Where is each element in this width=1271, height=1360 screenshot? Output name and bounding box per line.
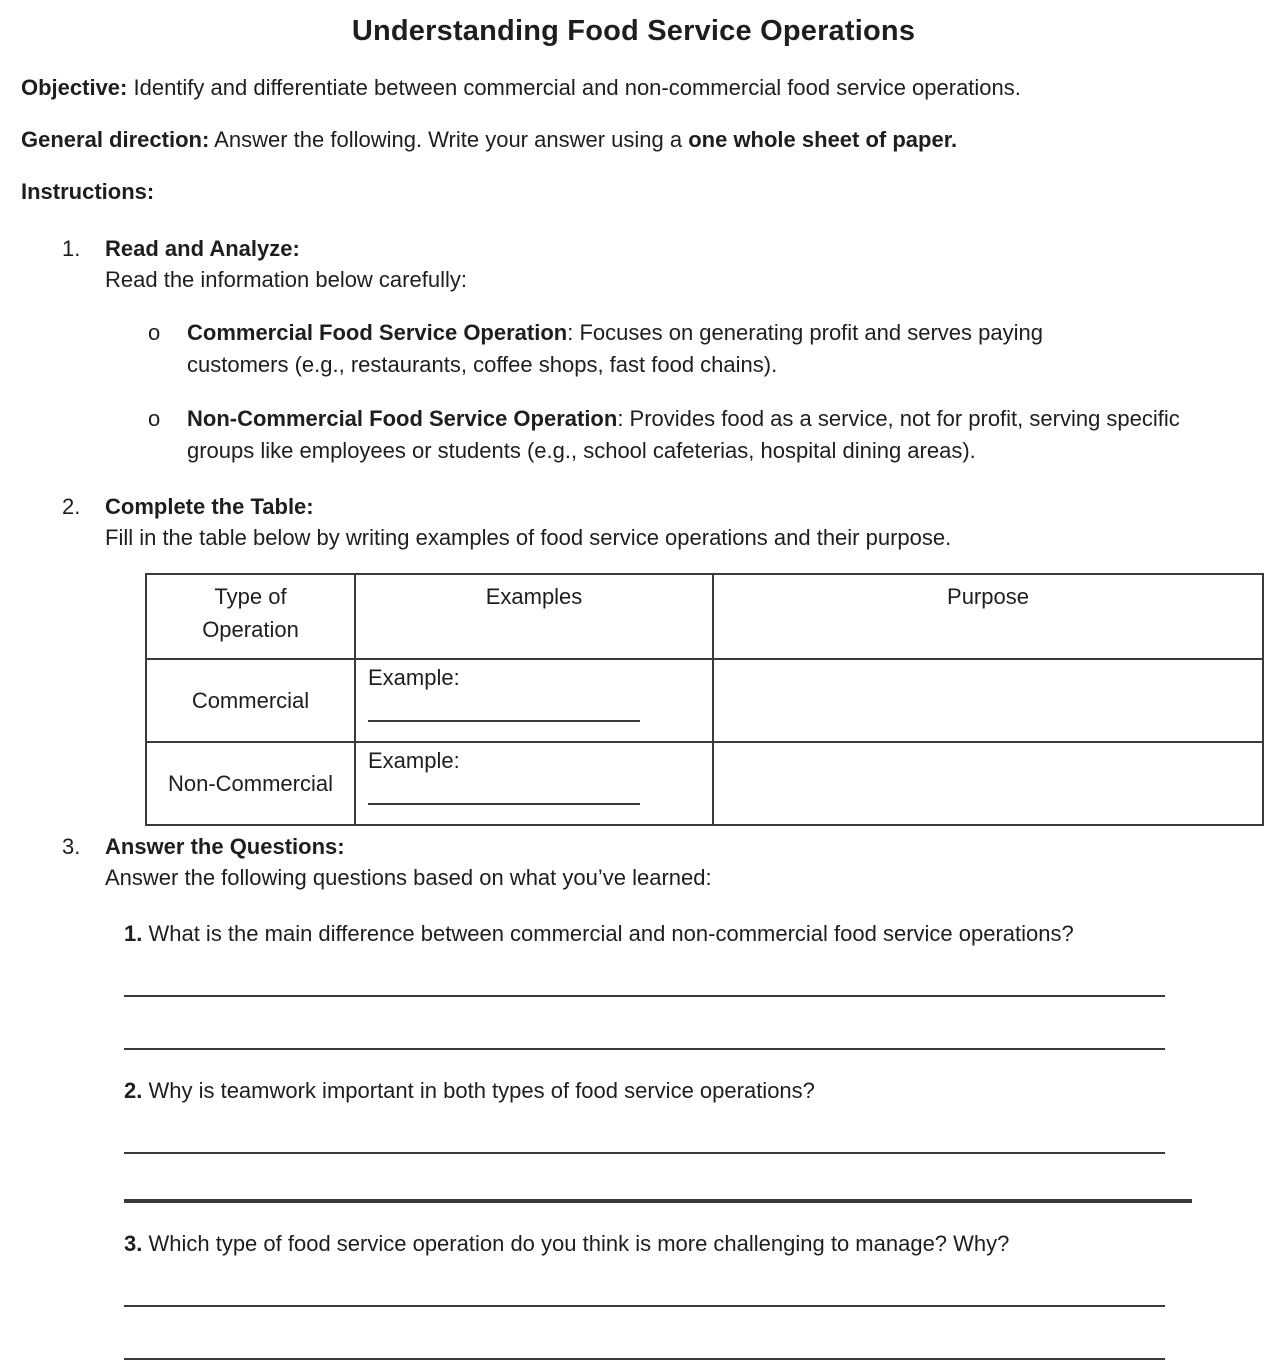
header-cell-examples: Examples (355, 574, 713, 659)
answer-blank-line (124, 995, 1165, 997)
bullet-marker: o (148, 406, 161, 431)
general-direction-paragraph (21, 126, 1246, 154)
instructions-label: Instructions: (21, 179, 155, 204)
step-complete-the-table (62, 491, 1246, 553)
header-cell-type-of-operation: Type of Operation (146, 574, 355, 659)
answer-blank-line-bold (124, 1199, 1192, 1203)
step-body (105, 491, 1246, 553)
step-body (105, 233, 1246, 295)
step-heading: Read and Analyze: (105, 236, 300, 261)
example-label: Example: (368, 665, 460, 690)
cell-purpose-non-commercial (713, 742, 1263, 825)
examples-purpose-table (145, 573, 1264, 826)
example-label: Example: (368, 748, 460, 773)
question-number: 2. (124, 1078, 143, 1103)
example-blank-line (368, 803, 640, 805)
question-text: Which type of food service operation do you think is more challenging to manage? Why? (142, 1231, 1010, 1256)
bullet-non-commercial-definition (148, 403, 1246, 467)
bullet-text (187, 403, 1197, 467)
step-subtext: Read the information below carefully: (105, 267, 467, 292)
answer-blank-line (124, 1048, 1165, 1050)
bullet-description: : Provides food as a service, not for profit, serving specific groups like employees or students (e.g., school cafeterias, hospital dining areas). (187, 406, 1180, 463)
general-direction-bold-text: one whole sheet of paper. (688, 127, 958, 152)
answer-blank-line (124, 1152, 1165, 1154)
table-row-commercial (146, 659, 1263, 742)
cell-type-non-commercial: Non-Commercial (146, 742, 355, 825)
general-direction-text: Answer the following. Write your answer using a (209, 127, 689, 152)
header-cell-purpose: Purpose (713, 574, 1263, 659)
cell-example-non-commercial (355, 742, 713, 825)
question-text: What is the main difference between commercial and non-commercial food service operations? (142, 921, 1074, 946)
general-direction-label: General direction: (21, 127, 210, 152)
table-row-non-commercial (146, 742, 1263, 825)
bullet-commercial-definition (148, 317, 1246, 381)
step-number: 1. (62, 236, 81, 261)
step-body (105, 831, 1246, 893)
bullet-marker: o (148, 320, 161, 345)
objective-paragraph (21, 74, 1246, 102)
step-subtext: Answer the following questions based on what you’ve learned: (105, 865, 712, 890)
step-heading: Complete the Table: (105, 494, 314, 519)
step-answer-the-questions (62, 831, 1246, 893)
step-number: 3. (62, 834, 81, 859)
objective-text: Identify and differentiate between commercial and non-commercial food service operations. (127, 75, 1021, 100)
step-number: 2. (62, 494, 81, 519)
step-heading: Answer the Questions: (105, 834, 345, 859)
page-title: Understanding Food Service Operations (351, 15, 916, 47)
question-1 (124, 919, 1246, 949)
cell-type-commercial: Commercial (146, 659, 355, 742)
step-subtext: Fill in the table below by writing examples of food service operations and their purpose. (105, 525, 952, 550)
question-number: 3. (124, 1231, 143, 1256)
example-blank-line (368, 720, 640, 722)
cell-purpose-commercial (713, 659, 1263, 742)
table-header-row (146, 574, 1263, 659)
answer-blank-line (124, 1305, 1165, 1307)
step-read-and-analyze (62, 233, 1246, 295)
objective-label: Objective: (21, 75, 128, 100)
bullet-text (187, 317, 1087, 381)
instructions-heading (21, 178, 1246, 206)
bullet-term: Commercial Food Service Operation (187, 320, 568, 345)
question-2 (124, 1076, 1246, 1106)
bullet-description: : Focuses on generating profit and serves paying customers (e.g., restaurants, coffee shops, fast food chains). (187, 320, 1043, 377)
question-3 (124, 1229, 1246, 1259)
bullet-term: Non-Commercial Food Service Operation (187, 406, 618, 431)
cell-example-commercial (355, 659, 713, 742)
question-text: Why is teamwork important in both types of food service operations? (142, 1078, 815, 1103)
question-number: 1. (124, 921, 143, 946)
